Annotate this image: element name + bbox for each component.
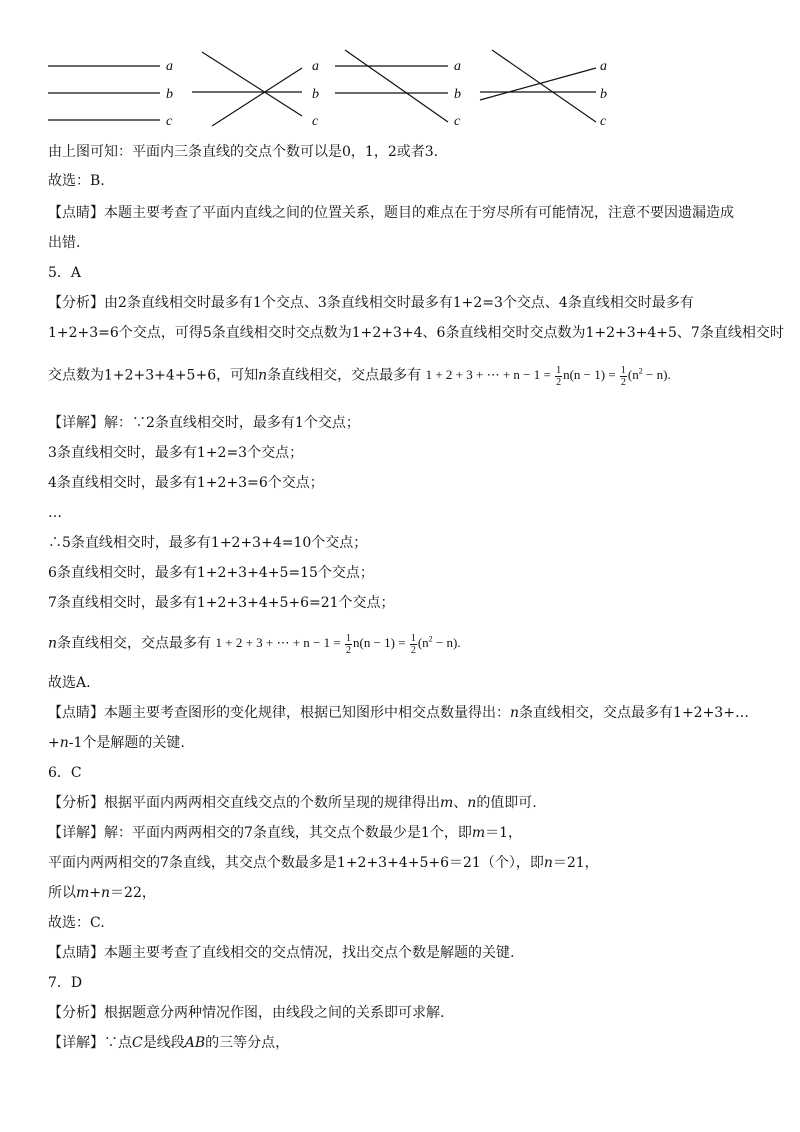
text-span: 【分析】根据平面内两两相交直线交点的个数所呈现的规律得出 bbox=[48, 795, 440, 811]
text-span: 【点睛】本题主要考查图形的变化规律，根据已知图形中相交点数量得出： bbox=[48, 705, 510, 721]
text-line: 1+2+3=6个交点，可得5条直线相交时交点数为1+2+3+4、6条直线相交时交点数为1+2+3+4+5、7条直线相交时 bbox=[48, 325, 784, 341]
label-b-2: b bbox=[312, 87, 319, 102]
var-m: m bbox=[471, 825, 486, 841]
var-n: n bbox=[510, 705, 520, 721]
answer-heading: 6．C bbox=[48, 765, 82, 781]
text-line: 3条直线相交时，最多有1+2=3个交点； bbox=[48, 445, 304, 461]
text-line bbox=[48, 883, 156, 903]
exponent: 2 bbox=[428, 635, 433, 644]
fraction bbox=[345, 633, 352, 656]
text-line: 【分析】根据题意分两种情况作图，由线段之间的关系即可求解. bbox=[48, 1005, 445, 1021]
text-span: 【详解】∵点 bbox=[48, 1035, 132, 1051]
text-line: … bbox=[48, 505, 62, 521]
frac-num: 1 bbox=[410, 632, 416, 644]
text-span: 的值即可. bbox=[476, 795, 537, 811]
frac-num: 1 bbox=[620, 364, 626, 376]
text-span: 交点数为1+2+3+4+5+6，可知 bbox=[48, 367, 259, 384]
frac-num: 1 bbox=[345, 632, 351, 644]
text-line: 故选A. bbox=[48, 675, 91, 691]
label-c-2: c bbox=[312, 114, 319, 129]
text-span: ＝1， bbox=[485, 825, 523, 841]
answer-heading: 5．A bbox=[48, 265, 82, 281]
text-line bbox=[48, 823, 522, 843]
frac-den: 2 bbox=[410, 644, 416, 656]
text-line: 由上图可知：平面内三条直线的交点个数可以是0，1，2或者3. bbox=[48, 144, 439, 160]
label-c-3: c bbox=[454, 114, 461, 129]
text-span: 所以 bbox=[48, 885, 76, 901]
fraction bbox=[620, 365, 627, 388]
text-span: 条直线相交，交点最多有 bbox=[57, 635, 212, 652]
formula-mid: n(n − 1) = bbox=[352, 635, 406, 651]
text-span: 是线段 bbox=[142, 1035, 185, 1051]
var-m: m bbox=[440, 795, 454, 811]
text-span: 条直线相交，交点最多有1+2+3+… bbox=[519, 705, 749, 721]
text-line: ∴5条直线相交时，最多有1+2+3+4=10个交点； bbox=[48, 535, 368, 551]
formula-tail: (n bbox=[627, 367, 639, 383]
text-span: 平面内两两相交的7条直线，其交点个数最多是1+2+3+4+5+6＝21（个），即 bbox=[48, 855, 544, 871]
text-line bbox=[48, 1033, 289, 1053]
answer-heading: 7．D bbox=[48, 975, 83, 991]
text-span: + bbox=[48, 735, 60, 751]
var-ab: AB bbox=[184, 1035, 206, 1051]
frac-den: 2 bbox=[620, 376, 626, 388]
formula-tail: − n) bbox=[432, 635, 458, 651]
formula-sum: 1 + 2 + 3 + ⋯ + n − 1 = bbox=[215, 635, 341, 651]
text-span: 的三等分点， bbox=[205, 1035, 290, 1051]
label-a-4: a bbox=[600, 59, 607, 74]
text-line: 7条直线相交时，最多有1+2+3+4+5+6=21个交点； bbox=[48, 595, 395, 611]
text-span: ＝22， bbox=[110, 885, 156, 901]
formula-tail: (n bbox=[417, 635, 429, 651]
var-n: n bbox=[48, 635, 58, 652]
var-n: n bbox=[258, 367, 268, 384]
text-span: ＝21， bbox=[552, 855, 599, 871]
text-line: 4条直线相交时，最多有1+2+3=6个交点； bbox=[48, 475, 324, 491]
text-line-with-formula bbox=[48, 630, 461, 656]
text-line: 【点睛】本题主要考查了直线相交的交点情况，找出交点个数是解题的关键. bbox=[48, 945, 515, 961]
label-b-1: b bbox=[166, 87, 173, 102]
text-line: 【点睛】本题主要考查了平面内直线之间的位置关系，题目的难点在于穷尽所有可能情况，注意不要因遗漏造成 bbox=[48, 205, 734, 221]
text-line bbox=[48, 733, 185, 753]
text-line bbox=[48, 703, 749, 723]
var-n: n bbox=[59, 735, 69, 751]
text-span: 条直线相交，交点最多有 bbox=[267, 367, 422, 384]
text-line: 【分析】由2条直线相交时最多有1个交点、3条直线相交时最多有1+2=3个交点、4条直线相交时最多有 bbox=[48, 295, 694, 311]
text-line: 出错. bbox=[48, 235, 81, 251]
label-a-1: a bbox=[166, 59, 173, 74]
formula-mid: n(n − 1) = bbox=[563, 367, 616, 383]
exponent: 2 bbox=[638, 367, 643, 376]
frac-den: 2 bbox=[345, 644, 351, 656]
text-span: 【详解】解：平面内两两相交的7条直线，其交点个数最少是1个，即 bbox=[48, 825, 472, 841]
fraction bbox=[555, 365, 562, 388]
text-line: 6条直线相交时，最多有1+2+3+4+5=15个交点； bbox=[48, 565, 374, 581]
text-line: 故选：B. bbox=[48, 173, 105, 189]
text-line bbox=[48, 793, 537, 813]
text-span: + bbox=[89, 885, 102, 901]
label-c-4: c bbox=[600, 114, 607, 129]
label-a-2: a bbox=[312, 59, 319, 74]
frac-num: 1 bbox=[556, 364, 562, 376]
var-m: m bbox=[76, 885, 90, 901]
three-lines-figure bbox=[40, 40, 660, 140]
var-n: n bbox=[543, 855, 553, 871]
fraction bbox=[410, 633, 417, 656]
var-c: C bbox=[132, 1035, 143, 1051]
formula: 1 + 2 + 3 + ⋯ + n − 1 = $\frac{1}{2}$ n(n − 1) = $\frac{1}{2}$ $(n^2 - n)$. bbox=[215, 632, 461, 656]
var-n: n bbox=[467, 795, 477, 811]
formula: 1 + 2 + 3 + ⋯ + n − 1 = $\frac{1}{2}$ n(n − 1) = $\frac{1}{2}$ $(n^2 - n)$. bbox=[425, 364, 671, 388]
label-c-1: c bbox=[166, 114, 173, 129]
text-span: -1个是解题的关键. bbox=[68, 735, 185, 751]
var-n: n bbox=[101, 885, 111, 901]
text-line: 【详解】解：∵2条直线相交时，最多有1个交点； bbox=[48, 415, 360, 431]
formula-tail: − n) bbox=[642, 367, 668, 383]
formula-sum: 1 + 2 + 3 + ⋯ + n − 1 = bbox=[425, 367, 551, 383]
frac-den: 2 bbox=[556, 376, 562, 388]
text-span: 、 bbox=[453, 795, 468, 811]
label-a-3: a bbox=[454, 59, 461, 74]
label-b-3: b bbox=[454, 87, 461, 102]
text-line-with-formula bbox=[48, 362, 671, 388]
label-b-4: b bbox=[600, 87, 607, 102]
text-line bbox=[48, 853, 599, 873]
text-line: 故选：C. bbox=[48, 915, 105, 931]
